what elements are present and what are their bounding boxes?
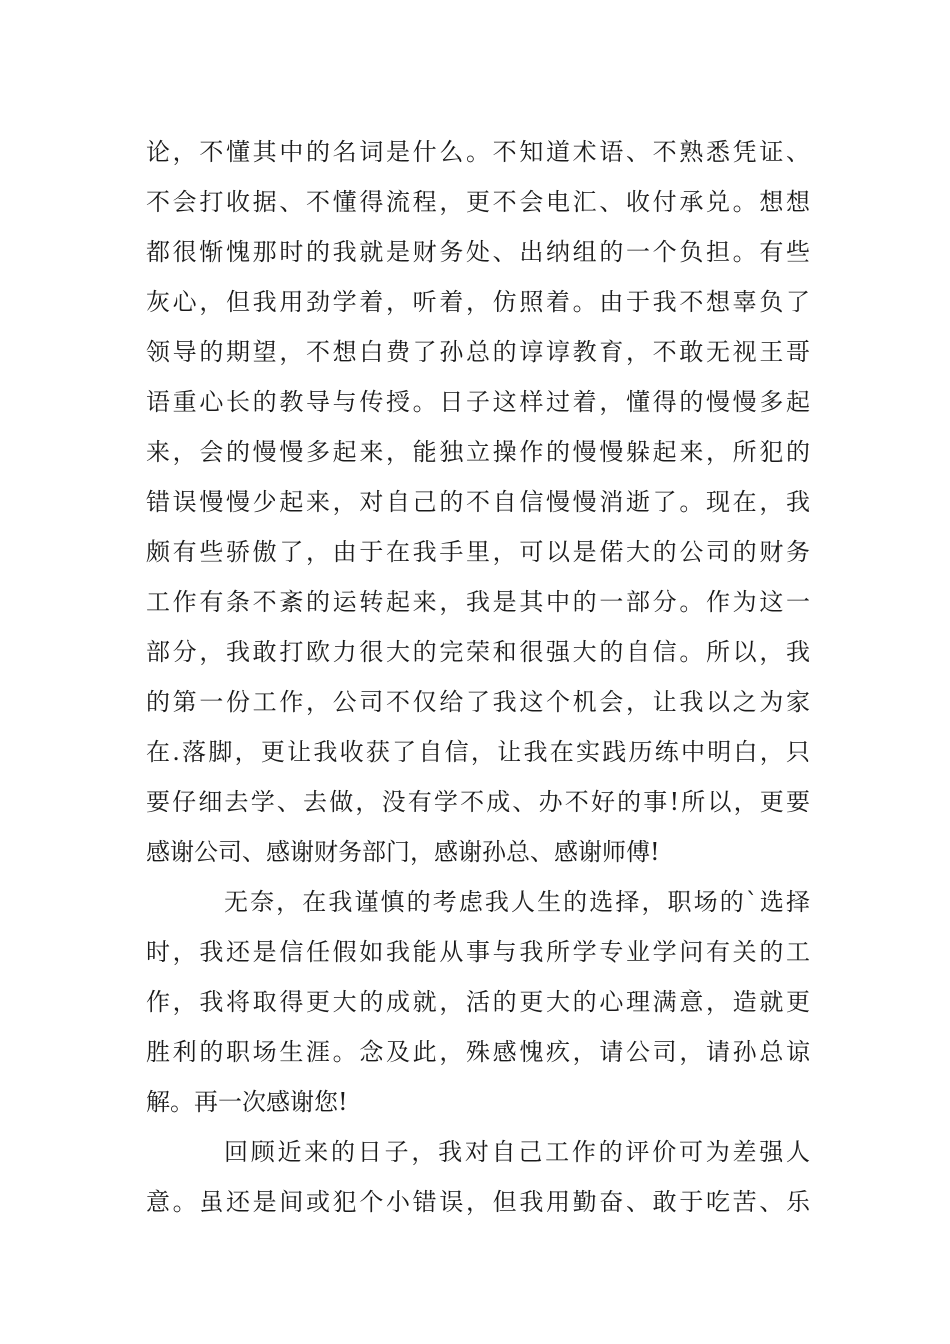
text-line: 的第一份工作，公司不仅给了我这个机会，让我以之为家 bbox=[146, 688, 810, 716]
text-line: 要仔细去学、去做，没有学不成、办不好的事!所以，更要 bbox=[146, 788, 810, 816]
text-line: 领导的期望，不想白费了孙总的谆谆教育，不敢无视王哥 bbox=[146, 338, 810, 366]
text-line: 工作有条不紊的运转起来，我是其中的一部分。作为这一 bbox=[146, 588, 810, 616]
text-line: 错误慢慢少起来，对自己的不自信慢慢消逝了。现在，我 bbox=[146, 488, 810, 516]
text-line: 部分，我敢打欧力很大的完荣和很强大的自信。所以，我 bbox=[146, 638, 810, 666]
text-line: 论，不懂其中的名词是什么。不知道术语、不熟悉凭证、 bbox=[146, 138, 810, 166]
text-line: 感谢公司、感谢财务部门，感谢孙总、感谢师傅! bbox=[146, 838, 660, 866]
text-line: 灰心，但我用劲学着，听着，仿照着。由于我不想辜负了 bbox=[146, 288, 810, 316]
text-line: 胜利的职场生涯。念及此，殊感愧疚，请公司，请孙总谅 bbox=[146, 1038, 810, 1066]
text-line: 都很惭愧那时的我就是财务处、出纳组的一个负担。有些 bbox=[146, 238, 810, 266]
text-line: 时，我还是信任假如我能从事与我所学专业学问有关的工 bbox=[146, 938, 810, 966]
text-line: 意。虽还是间或犯个小错误，但我用勤奋、敢于吃苦、乐 bbox=[146, 1188, 810, 1216]
text-line: 来，会的慢慢多起来，能独立操作的慢慢躲起来，所犯的 bbox=[146, 438, 810, 466]
text-line: 颇有些骄傲了，由于在我手里，可以是偌大的公司的财务 bbox=[146, 538, 810, 566]
text-line: 解。再一次感谢您! bbox=[146, 1088, 348, 1116]
text-line: 在.落脚，更让我收获了自信，让我在实践历练中明白，只 bbox=[146, 738, 810, 766]
text-line: 不会打收据、不懂得流程，更不会电汇、收付承兑。想想 bbox=[146, 188, 810, 216]
text-line: 作，我将取得更大的成就，活的更大的心理满意，造就更 bbox=[146, 988, 810, 1016]
text-line: 语重心长的教导与传授。日子这样过着，懂得的慢慢多起 bbox=[146, 388, 810, 416]
text-line: 无奈，在我谨慎的考虑我人生的选择，职场的`选择 bbox=[224, 888, 810, 916]
text-line: 回顾近来的日子，我对自己工作的评价可为差强人 bbox=[224, 1138, 810, 1166]
